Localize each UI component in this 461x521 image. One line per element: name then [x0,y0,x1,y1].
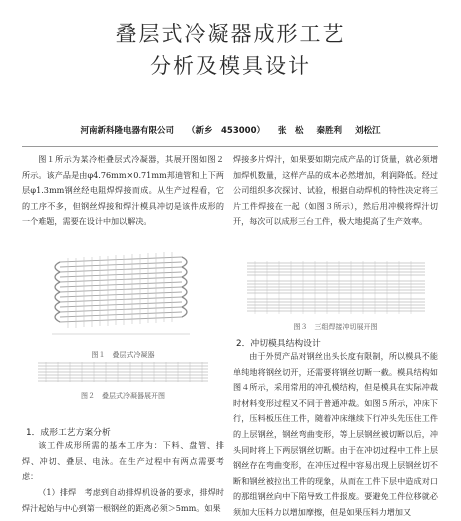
section-1-heading: 1．成形工艺方案分析 [26,428,111,438]
figure-3-image [245,260,427,316]
figure-1-image [42,242,200,342]
condenser-illustration [42,242,200,342]
figure-2-caption: 图２ 叠层式冷凝器展开图 [81,392,165,400]
piece-2-lines [247,281,425,293]
header-divider [22,146,438,147]
figure-1-caption: 图１ 叠层式冷凝器 [91,351,155,359]
section-1-point-1: （1）排焊 考虑到自动排焊机设备的要求，排焊时焊汁起始与中心到第一根钢丝的距离必须＞5mm。如果 [22,487,224,513]
section-1-paragraph: 该工件成形所需的基本工序为：下料、盘管、排焊、冲切、叠层、电泳。在生产过程中有两点需要考虑： [22,440,224,482]
company-location: （新乡 453000） [187,126,266,136]
unfolded-tube-lines [38,363,208,381]
figure-2-image [34,360,212,384]
section-2-paragraph: 由于外贸产品对钢丝出头长度有限制，所以模具不能单纯地将钢丝切开，还需要将钢丝切断一截。模具结构如图４所示，采用常用的冲孔模结构，但是模具在实际冲裁时材料变形过程又不同于普通冲裁。如图５所示，冲床下行，压料板压住工件，随着冲床继续下行冲头先压住工件的上层钢丝，钢丝弯曲变形，等上层钢丝被切断以后，冲头同时将上下两层钢丝切断。由于在冲切过程中工件上层钢丝存在弯曲变形，在冲压过程中容易出现上层钢丝切不断和钢丝被拉出工件的现象，从而在工件下层中造成对口的那组钢丝向中下陷导致工件报废。要避免工件位移就必须加大压料力以增加摩擦，但是如果压料力增加又 [233,351,438,517]
author-1: 张 松 [277,126,304,136]
paper-title-line-2: 分析及模具设计 [150,54,311,78]
section-2-heading: 2．冲切模具结构设计 [236,339,321,349]
company-name: 河南新科隆电器有限公司 [80,126,175,136]
affiliation-line [0,124,461,136]
unfolded-condenser-drawing [34,360,212,384]
author-3: 刘松江 [354,126,381,136]
intro-paragraph: 图１所示为某冷柜叠层式冷凝器，其展开图如图２所示。该产品是由φ4.76mm×0.71mm邦迪管和上下两层φ1.3mm钢丝经电阻焊焊接而成。从生产过程看，它的工序不多，但钢丝焊接和焊汁模具冲切是该件成形的一个难题，需要在设计中加以解决。 [22,154,224,227]
paper-title-line-1: 叠层式冷凝器成形工艺 [115,22,346,46]
piece-1-lines [247,263,425,275]
author-2: 秦胜利 [316,126,342,136]
right-top-paragraph: 焊接多片焊汁，如果要如期完成产品的订货量，就必须增加焊机数量，这样产品的成本必然增加，利润降低。经过公司组织多次探讨、试验，根据自动焊机的特性决定将三片工件焊接在一起（如图３所示），然后用冲模将焊汁切开，每次可以成形三台工件，极大地提高了生产效率。 [233,154,438,227]
three-piece-weld-drawing [245,260,427,316]
figure-3-caption: 图３ 三组焊接冲切展开图 [293,323,378,331]
piece-3-lines [247,299,425,311]
